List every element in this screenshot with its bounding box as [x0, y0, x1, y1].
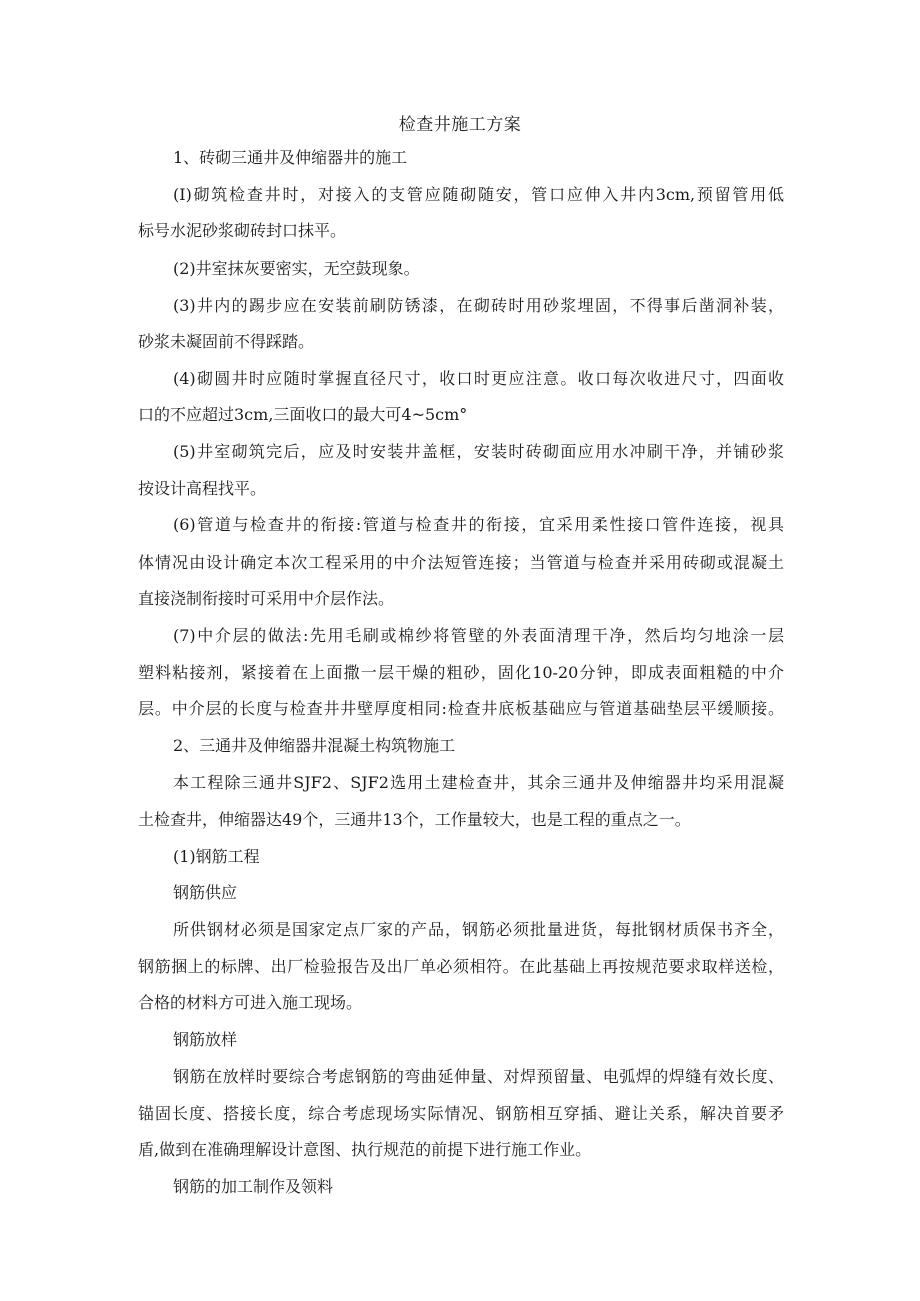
paragraph-line: (3)井内的踢步应在安装前刷防锈漆，在砌砖时用砂浆埋固，不得事后凿洞补装，	[173, 296, 784, 315]
paragraph-line: 钢筋捆上的标牌、出厂检验报告及出厂单必须相符。在此基础上再按规范要求取样送检，	[138, 957, 784, 976]
document-title: 检查井施工方案	[398, 115, 522, 135]
topic-heading: 钢筋的加工制作及领料	[173, 1177, 334, 1196]
paragraph-line: (6)管道与检查井的衔接:管道与检查井的衔接，宜采用柔性接口管件连接，视具	[173, 515, 784, 534]
section-heading-2: 2、三通井及伸缩器井混凝土构筑物施工	[173, 736, 456, 755]
paragraph-line: (7)中介层的做法:先用毛刷或棉纱将管壁的外表面清理干净，然后均匀地涂一层	[173, 626, 784, 645]
paragraph-line: 合格的材料方可进入施工现场。	[138, 993, 363, 1012]
subsection-heading: (1)钢筋工程	[173, 847, 260, 866]
paragraph-line: (4)砌圆井时应随时掌握直径尺寸，收口时更应注意。收口每次收进尺寸，四面收	[173, 369, 784, 388]
topic-heading: 钢筋放样	[173, 1030, 238, 1049]
paragraph-line: 本工程除三通井SJF2、SJF2选用土建检查井，其余三通井及伸缩器井均采用混凝	[173, 773, 784, 792]
paragraph-line: (2)井室抹灰要密实，无空鼓现象。	[173, 259, 420, 278]
paragraph-line: 塑料粘接剂，紧接着在上面撒一层干燥的粗砂，固化10-20分钟，即成表面粗糙的中介	[138, 663, 784, 682]
paragraph-line: 标号水泥砂浆砌砖封口抹平。	[138, 221, 347, 240]
paragraph-line: 锚固长度、搭接长度，综合考虑现场实际情况、钢筋相互穿插、避让关系，解决首要矛	[138, 1104, 784, 1123]
paragraph-line: 砂浆未凝固前不得踩踏。	[138, 332, 315, 351]
paragraph-line: 体情况由设计确定本次工程采用的中介法短管连接；当管道与检查并采用砖砌或混凝土	[138, 553, 784, 572]
paragraph-line: 按设计高程找平。	[138, 479, 267, 498]
paragraph-line: 直接浇制衔接时可采用中介层作法。	[138, 589, 395, 608]
paragraph-line: 层。中介层的长度与检查井井壁厚度相同:检查井底板基础应与管道基础垫层平缓顺接。	[138, 699, 784, 718]
topic-heading: 钢筋供应	[173, 883, 238, 902]
paragraph-line: (5)井室砌筑完后，应及时安装井盖框，安装时砖砌面应用水冲刷干净，并铺砂浆	[173, 442, 784, 461]
paragraph-line: 土检查井，伸缩器达49个，三通井13个，工作量较大，也是工程的重点之一。	[138, 810, 691, 829]
paragraph-line: 所供钢材必须是国家定点厂家的产品，钢筋必须批量进货，每批钢材质保书齐全，	[173, 920, 784, 939]
paragraph-line: 盾,做到在准确理解设计意图、执行规范的前提下进行施工作业。	[138, 1140, 592, 1159]
section-heading-1: 1、砖砌三通井及伸缩器井的施工	[173, 148, 408, 167]
paragraph-line: 钢筋在放样时要综合考虑钢筋的弯曲延伸量、对焊预留量、电弧焊的焊缝有效长度、	[173, 1067, 784, 1086]
paragraph-line: (I)砌筑检查井时，对接入的支管应随砌随安，管口应伸入井内3cm,预留管用低	[173, 185, 784, 204]
paragraph-line: 口的不应超过3cm,三面收口的最大可4~5cm°	[138, 405, 468, 424]
